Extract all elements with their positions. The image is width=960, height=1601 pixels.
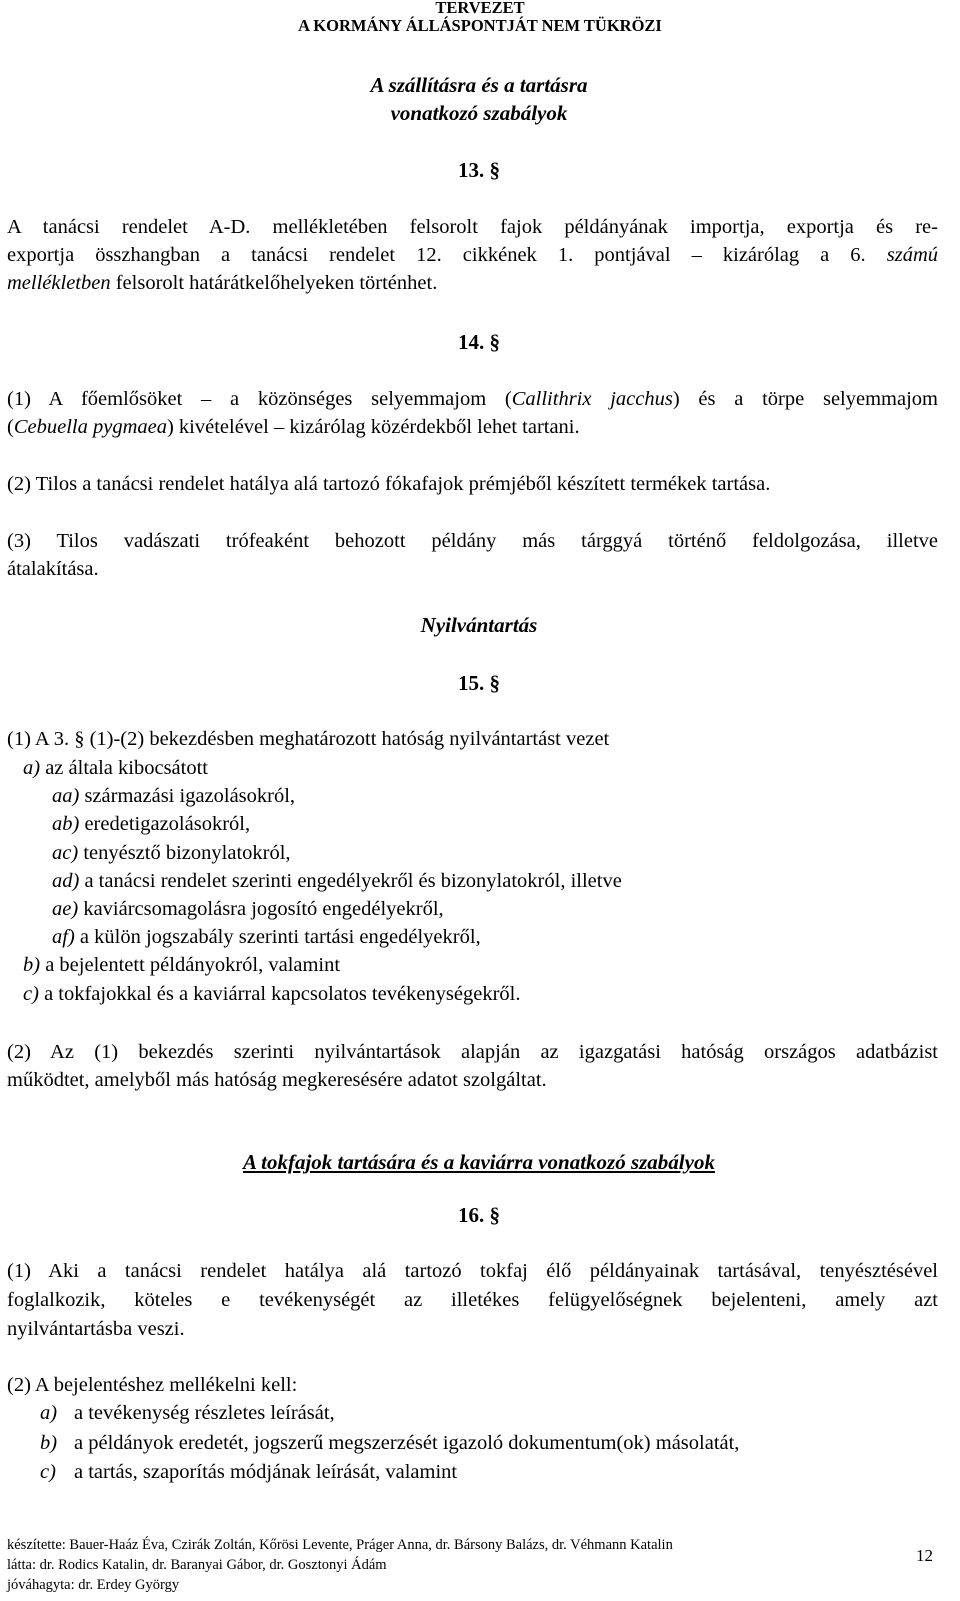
list-item-label: aa) — [52, 785, 80, 808]
par14-p3-line2: átalakítása. — [7, 558, 99, 580]
footer-approved-by: jóváhagyta: dr. Erdey György — [7, 1577, 180, 1593]
par14-p1-line1-a: (1) A főemlősöket – a közönséges selyemmajom ( — [7, 388, 512, 410]
par15-p1-intro: (1) A 3. § (1)-(2) bekezdésben meghatározott hatóság nyilvántartást vezet — [7, 728, 610, 750]
list-item-text: a bejelentett példányokról, valamint — [45, 954, 341, 977]
section-title-register: Nyilvántartás — [420, 613, 538, 637]
page-number: 12 — [916, 1546, 933, 1565]
par13-line2-text: exportja összhangban a tanácsi rendelet 12. cikkének 1. pontjával – kizárólag a 6. — [7, 244, 866, 266]
section-title-transport-line2: vonatkozó szabályok — [390, 101, 568, 125]
section-title-sturgeon: A tokfajok tartására és a kaviárra vonatkozó szabályok — [243, 1150, 715, 1174]
list-item-text: a tevékenység részletes leírását, — [74, 1402, 335, 1424]
list-item-label: a) — [40, 1402, 58, 1424]
list-item-label: ad) — [52, 869, 80, 892]
par16-p1-line1: (1) Aki a tanácsi rendelet hatálya alá tartozó tokfaj élő példányainak tartásával, tenyésztésével — [7, 1260, 938, 1282]
par14-p3-line1: (3) Tilos vadászati trófeaként behozott példány más tárggyá történő feldolgozása, illetve — [7, 530, 938, 552]
par14-p1-line2-c: ) kivételével – kizárólag közérdekből lehet tartani. — [166, 416, 580, 438]
par15-list-item — [52, 923, 481, 951]
list-item-text: a tanácsi rendelet szerinti engedélyekről és bizonylatokról, illetve — [84, 869, 622, 892]
par15-p2-line1: (2) Az (1) bekezdés szerinti nyilvántartások alapján az igazgatási hatóság országos adatbázist — [7, 1041, 938, 1063]
par15-list-item — [52, 810, 250, 838]
par13-line3-text: felsorolt határátkelőhelyeken történhet. — [115, 272, 438, 294]
par16-list-item — [40, 1429, 739, 1457]
list-item-text: tenyésztő bizonylatokról, — [83, 841, 291, 864]
par15-list-item — [23, 951, 340, 979]
par16-p1-line2: foglalkozik, köteles e tevékenységét az illetékes felügyelőségnek bejelenteni, amely azt — [7, 1289, 938, 1311]
list-item-text: a tokfajokkal és a kaviárral kapcsolatos tevékenységekről. — [44, 982, 521, 1005]
list-item-text: a példányok eredetét, jogszerű megszerzését igazoló dokumentum(ok) másolatát, — [74, 1431, 740, 1454]
draft-label: TERVEZET — [435, 0, 525, 17]
par13-line2-italic: számú — [886, 244, 938, 266]
list-item-label: a) — [23, 757, 41, 779]
list-item-text: eredetigazolásokról, — [84, 813, 251, 836]
par14-p2: (2) Tilos a tanácsi rendelet hatálya alá tartozó fókafajok prémjéből készített termékek tartása. — [7, 473, 771, 495]
par16-p2-intro: (2) A bejelentéshez mellékelni kell: — [7, 1374, 298, 1396]
footer-reviewed-by: látta: dr. Rodics Katalin, dr. Baranyai Gábor, dr. Gosztonyi Ádám — [7, 1557, 387, 1573]
par15-list-item — [52, 839, 291, 867]
list-item-label: b) — [40, 1431, 58, 1454]
list-item-label: ab) — [52, 813, 80, 836]
list-item-label: af) — [52, 926, 75, 949]
par15-list-item — [52, 782, 295, 810]
par14-p1-line2-a: ( — [7, 416, 14, 438]
list-item-label: c) — [40, 1461, 56, 1483]
list-item-label: b) — [23, 954, 41, 977]
par13-line1: A tanácsi rendelet A-D. mellékletében felsorolt fajok példányának importja, exportja és re- — [7, 216, 938, 238]
list-item-text: a tartás, szaporítás módjának leírását, valamint — [74, 1461, 458, 1483]
list-item-text: a külön jogszabály szerinti tartási engedélyekről, — [79, 926, 481, 949]
par15-list-item — [52, 867, 622, 895]
paragraph-number-13: 13. § — [458, 158, 500, 182]
par16-list-item — [40, 1458, 457, 1486]
list-item-text: az általa kibocsátott — [45, 757, 208, 779]
par16-list-item — [40, 1399, 335, 1427]
paragraph-number-16: 16. § — [458, 1203, 500, 1227]
list-item-label: ac) — [52, 841, 79, 864]
section-title-transport-line1: A szállításra és a tartásra — [370, 73, 588, 97]
paragraph-number-15: 15. § — [458, 671, 500, 695]
par15-list-item — [23, 980, 521, 1008]
par13-line2 — [7, 241, 938, 269]
list-item-label: ae) — [52, 898, 79, 920]
par14-p1-line2 — [7, 413, 580, 441]
par13-line3-italic: mellékletben — [7, 272, 111, 294]
par15-list-item — [23, 754, 208, 782]
list-item-text: származási igazolásokról, — [84, 785, 296, 808]
par14-p1-line1 — [7, 385, 938, 413]
species-cebuella: Cebuella pygmaea — [13, 416, 167, 438]
disclaimer-label: A KORMÁNY ÁLLÁSPONTJÁT NEM TÜKRÖZI — [298, 16, 662, 35]
paragraph-number-14: 14. § — [458, 330, 500, 354]
par15-p2-line2: működtet, amelyből más hatóság megkeresésére adatot szolgáltat. — [7, 1069, 547, 1091]
list-item-label: c) — [23, 982, 39, 1005]
par13-line3 — [7, 269, 437, 297]
par16-p1-line3: nyilvántartásba veszi. — [7, 1318, 185, 1340]
par15-list-item — [52, 895, 444, 923]
list-item-text: kaviárcsomagolásra jogosító engedélyekről, — [83, 898, 444, 920]
footer-prepared-by: készítette: Bauer-Haáz Éva, Czirák Zoltán, Kőrösi Levente, Práger Anna, dr. Bársony Balázs, dr. Véhmann Katalin — [7, 1537, 673, 1553]
species-callithrix: Callithrix jacchus — [511, 388, 673, 410]
par14-p1-line1-c: ) és a törpe selyemmajom — [672, 388, 938, 410]
